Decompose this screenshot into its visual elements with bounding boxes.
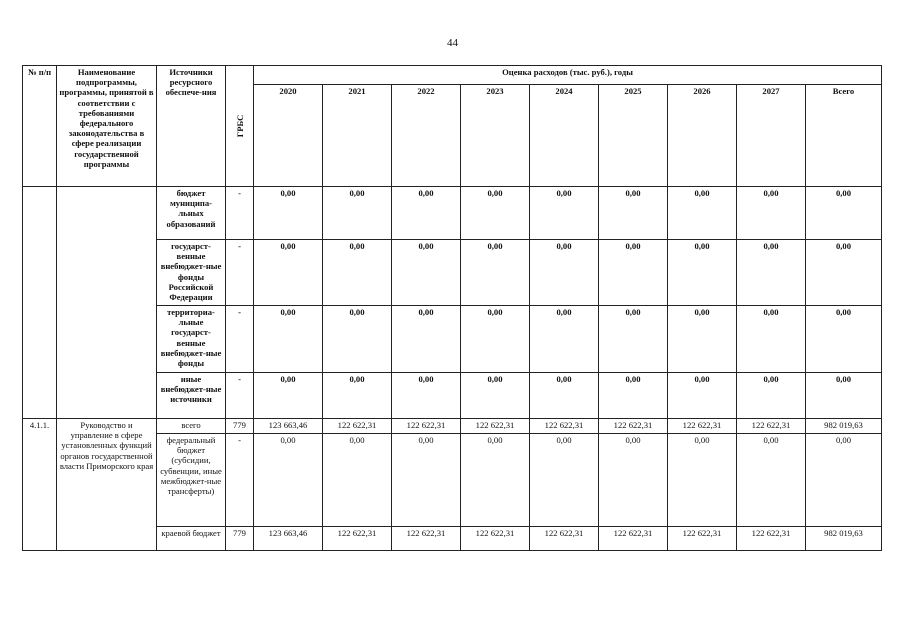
header-estimate: Оценка расходов (тыс. руб.), годы [254, 66, 882, 85]
row-value: 0,00 [461, 434, 530, 527]
header-num: № п/п [23, 66, 57, 187]
row-source: иные внебюджет-ные источники [157, 373, 226, 419]
row-value: 122 622,31 [530, 527, 599, 551]
row-value: 0,00 [668, 306, 737, 373]
row-value: 122 622,31 [530, 419, 599, 434]
row-value: 0,00 [392, 306, 461, 373]
row-total: 0,00 [806, 434, 882, 527]
row-value: 0,00 [461, 306, 530, 373]
row-total: 982 019,63 [806, 527, 882, 551]
row-value: 0,00 [323, 306, 392, 373]
header-name: Наименование подпрограммы, программы, принятой в соответствии с требованиями федерального законодательства в сфере реализации государственной программы [57, 66, 157, 187]
row-value: 0,00 [668, 240, 737, 306]
row-value: 0,00 [530, 434, 599, 527]
header-year: 2025 [599, 85, 668, 187]
row-value: 0,00 [254, 434, 323, 527]
row-value: 122 622,31 [599, 419, 668, 434]
row-name: Руководство и управление в сфере установленных функций органов государственной власти Приморского края [57, 419, 157, 551]
table-row [23, 419, 882, 434]
header-grbs-label: ГРБС [234, 114, 245, 138]
header-year: 2022 [392, 85, 461, 187]
row-value: 0,00 [599, 306, 668, 373]
row-value: 0,00 [599, 240, 668, 306]
row-value: 122 622,31 [668, 527, 737, 551]
row-total: 0,00 [806, 373, 882, 419]
row-value: 122 622,31 [737, 527, 806, 551]
row-value: 0,00 [737, 187, 806, 240]
row-value: 0,00 [737, 434, 806, 527]
row-grbs: - [226, 240, 254, 306]
row-value: 0,00 [392, 373, 461, 419]
row-grbs: - [226, 306, 254, 373]
row-value: 0,00 [599, 434, 668, 527]
row-source: федеральный бюджет (субсидии, субвенции, иные межбюджет-ные трансферты) [157, 434, 226, 527]
header-year: 2027 [737, 85, 806, 187]
row-total: 0,00 [806, 306, 882, 373]
row-grbs: - [226, 187, 254, 240]
row-value: 0,00 [668, 373, 737, 419]
row-value: 122 622,31 [461, 419, 530, 434]
row-value: 122 622,31 [323, 527, 392, 551]
header-grbs [226, 66, 254, 187]
row-value: 0,00 [323, 373, 392, 419]
row-num [23, 187, 57, 419]
header-year: 2026 [668, 85, 737, 187]
budget-table [22, 65, 882, 551]
row-value: 0,00 [530, 240, 599, 306]
header-year: 2024 [530, 85, 599, 187]
row-total: 0,00 [806, 240, 882, 306]
row-value: 0,00 [737, 240, 806, 306]
row-grbs: - [226, 373, 254, 419]
row-source: территориа-льные государст-венные внебюджет-ные фонды [157, 306, 226, 373]
row-value: 0,00 [254, 187, 323, 240]
row-value: 0,00 [668, 187, 737, 240]
row-value: 0,00 [530, 306, 599, 373]
header-total: Всего [806, 85, 882, 187]
row-source: государст-венные внебюджет-ные фонды Российской Федерации [157, 240, 226, 306]
row-value: 0,00 [599, 373, 668, 419]
row-value: 0,00 [668, 434, 737, 527]
header-row-1 [23, 66, 882, 85]
header-year: 2020 [254, 85, 323, 187]
row-value: 0,00 [254, 240, 323, 306]
row-value: 0,00 [737, 373, 806, 419]
row-value: 0,00 [530, 187, 599, 240]
row-value: 122 622,31 [668, 419, 737, 434]
row-value: 122 622,31 [392, 527, 461, 551]
header-year: 2021 [323, 85, 392, 187]
page-number: 44 [447, 37, 458, 49]
row-value: 0,00 [254, 306, 323, 373]
row-value: 0,00 [323, 434, 392, 527]
row-value: 0,00 [461, 187, 530, 240]
row-value: 0,00 [461, 373, 530, 419]
row-grbs: 779 [226, 527, 254, 551]
row-num: 4.1.1. [23, 419, 57, 551]
row-value: 123 663,46 [254, 419, 323, 434]
row-source: краевой бюджет [157, 527, 226, 551]
row-value: 0,00 [392, 240, 461, 306]
row-value: 0,00 [530, 373, 599, 419]
row-value: 0,00 [392, 187, 461, 240]
row-grbs: - [226, 434, 254, 527]
row-value: 123 663,46 [254, 527, 323, 551]
row-value: 0,00 [323, 187, 392, 240]
row-value: 122 622,31 [461, 527, 530, 551]
table-row [23, 187, 882, 240]
row-name [57, 187, 157, 419]
row-grbs: 779 [226, 419, 254, 434]
row-value: 122 622,31 [392, 419, 461, 434]
row-value: 122 622,31 [323, 419, 392, 434]
row-value: 0,00 [599, 187, 668, 240]
row-value: 0,00 [392, 434, 461, 527]
row-source: всего [157, 419, 226, 434]
header-year: 2023 [461, 85, 530, 187]
header-sources: Источники ресурсного обеспече-ния [157, 66, 226, 187]
row-value: 0,00 [254, 373, 323, 419]
row-value: 122 622,31 [737, 419, 806, 434]
row-value: 122 622,31 [599, 527, 668, 551]
row-total: 982 019,63 [806, 419, 882, 434]
row-value: 0,00 [461, 240, 530, 306]
row-value: 0,00 [323, 240, 392, 306]
row-source: бюджет муниципа-льных образований [157, 187, 226, 240]
row-total: 0,00 [806, 187, 882, 240]
row-value: 0,00 [737, 306, 806, 373]
